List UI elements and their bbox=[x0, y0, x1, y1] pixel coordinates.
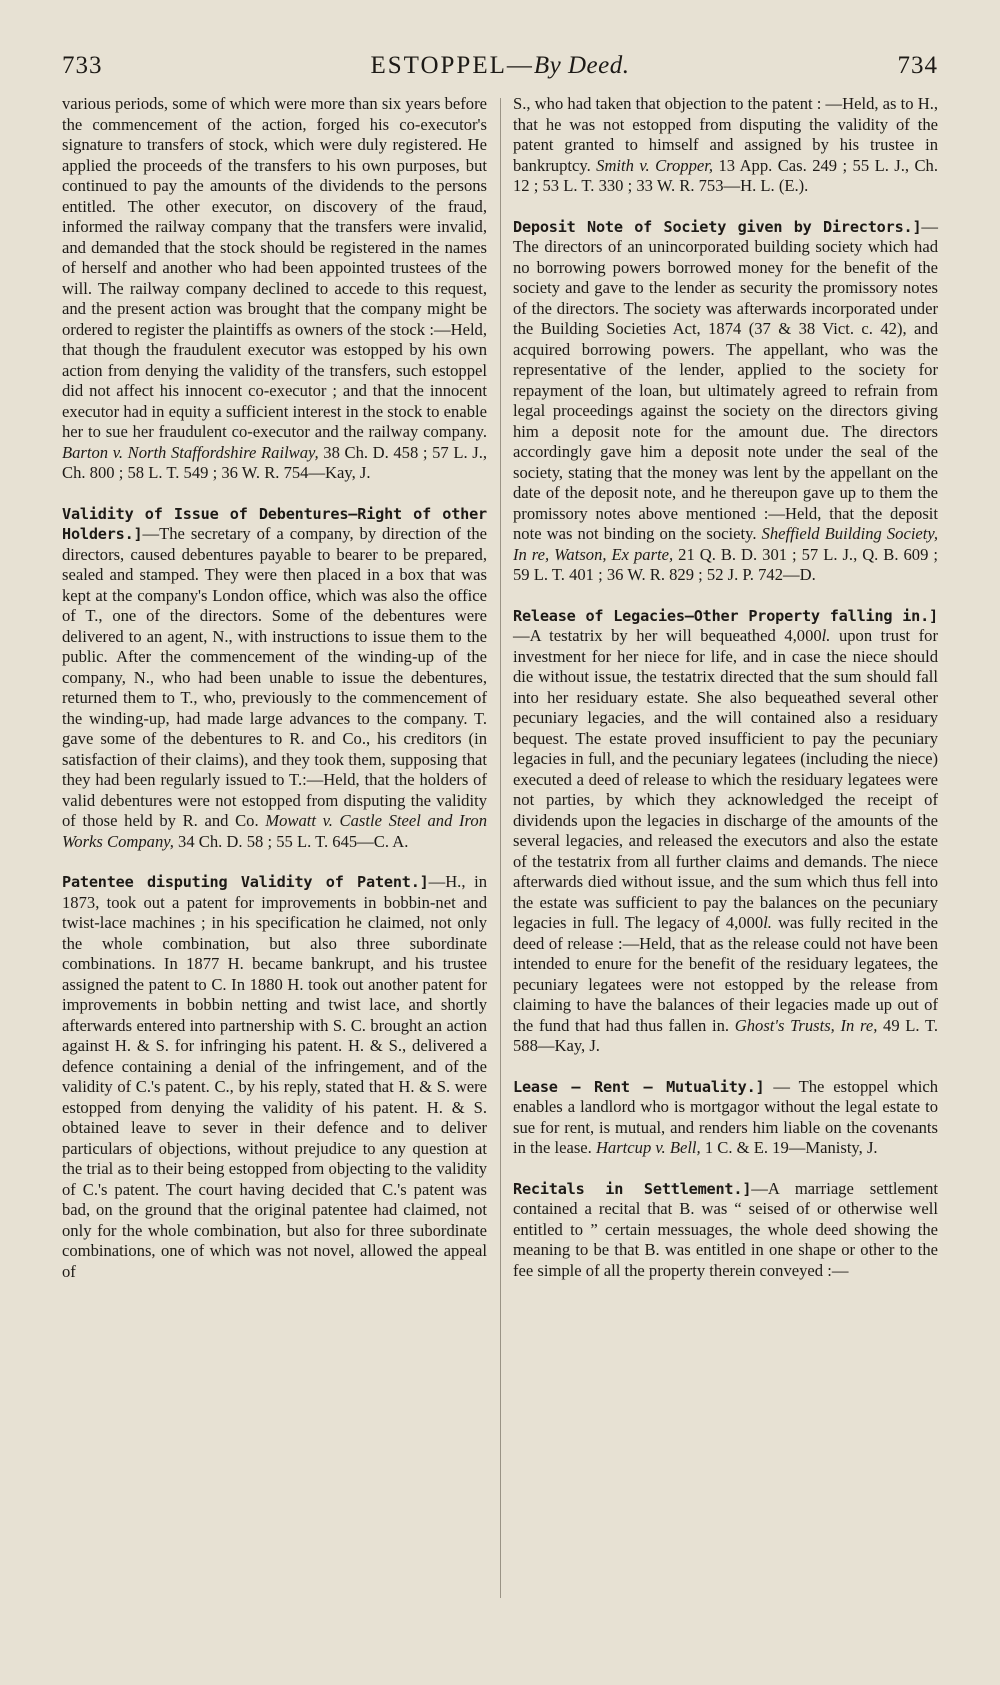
section-heading: Patentee disputing Validity of Patent.] bbox=[62, 873, 429, 891]
section-heading: Lease — Rent — Mutuality.] bbox=[513, 1077, 765, 1096]
citation: 38 Ch. D. 458 ; 57 L. J., Ch. 800 ; 58 L. T. 549 ; 36 W. R. 754—Kay, J. bbox=[62, 442, 488, 482]
running-title-main: ESTOPPEL— bbox=[370, 52, 534, 79]
section-heading: Release of Legacies—Other Property falling in.] bbox=[513, 606, 938, 625]
left-page-number: 733 bbox=[62, 52, 103, 79]
pound-symbol: l. bbox=[821, 626, 831, 645]
case-name: Barton v. North Staffordshire Railway, bbox=[62, 442, 319, 462]
paragraph bbox=[513, 606, 938, 1057]
body-text: —H., in 1873, took out a patent for improvements in bobbin-net and twist-lace machines ; in his specification he claimed, not only the whole combination, but also three subordinate combinations. In 1877 H. became bankrupt, and his trustee assigned the patent to C. In 1880 H. took out another patent for improvements in bobbin netting and twist lace, and shortly afterwards entered into partnership with S. C. brought an action against H. & S. for infringing his patent. H. & S., delivered a defence containing a denial of the infringement, and of the validity of C.'s patent. C., by his reply, stated that H. & S. were estopped from denying the validity of his patent. H. & S. obtained leave to sever in their defence and to deliver particulars of objections, without prejudice to any question at the trial as to their being estopped from objecting to the validity of C.'s patent. The court having decided that C.'s patent was bad, on the ground that the original patentee had claimed, not only for the whole combination, but also for three subordinate combinations, one of which was not novel, allowed the appeal of bbox=[62, 872, 487, 1281]
paragraph bbox=[513, 1077, 938, 1159]
case-name: Sheffield Building Society, In re, Watson, Ex parte, bbox=[513, 524, 938, 564]
paragraph bbox=[62, 94, 487, 484]
right-page-number: 734 bbox=[897, 52, 938, 79]
section-heading: Deposit Note of Society given by Directors.] bbox=[513, 217, 922, 236]
left-column bbox=[62, 94, 487, 1598]
running-title-italic: By Deed. bbox=[533, 52, 630, 79]
two-column-body bbox=[62, 94, 938, 1598]
pound-symbol: l. bbox=[763, 913, 772, 932]
case-name: Ghost's Trusts, In re, bbox=[734, 1015, 878, 1035]
case-name: Mowatt v. Castle Steel and Iron Works Company, bbox=[62, 811, 487, 851]
citation: 1 C. & E. 19—Manisty, J. bbox=[700, 1138, 878, 1157]
citation: 34 Ch. D. 58 ; 55 L. T. 645—C. A. bbox=[173, 831, 409, 851]
case-name: Hartcup v. Bell, bbox=[595, 1138, 701, 1157]
body-text: upon trust for investment for her niece for life, and in case the niece should die without issue, the testatrix directed that the sum should fall into her residuary estate. She also bequeathed several other pecuniary legacies, and the will contained also a residuary bequest. The estate proved insufficient to pay the pecuniary legacies in full, and the pecuniary legatees (including the niece) executed a deed of release to which the residuary legatees were not parties, by which they acknowledged the receipt of dividends upon the legacies in discharge of the amounts of the several legacies, and released the executors and also the estate of the testatrix from all further claims and demands. The niece afterwards died without issue, and the sum which thus fell into the estate was sufficient to pay the balances on the pecuniary legacies in full. The legacy of 4,000 bbox=[513, 626, 939, 932]
paragraph bbox=[62, 504, 487, 853]
body-text: —The directors of an unincorporated building society which had no borrowing powers borrowed money for the benefit of the society and gave to the lender as security the promissory notes of the directors. The society was afterwards incorporated under the Building Societies Act, 1874 (37 & 38 Vict. c. 42), and acquired borrowing powers. The appellant, who was the representative of the lender, applied to the society for repayment of the loan, but ultimately agreed to refrain from legal proceedings against the society on the directors giving him a deposit note for the amount due. The directors accordingly gave him a deposit note under the seal of the society, stating that the money was lent by the appellant on the date of the deposit note, and he thereupon gave up to them the promissory notes above mentioned :—Held, that the deposit note was not binding on the society. bbox=[513, 216, 938, 543]
section-heading: Recitals in Settlement.] bbox=[513, 1179, 752, 1198]
citation: 13 App. Cas. 249 ; 55 L. J., Ch. 12 ; 53 L. T. 330 ; 33 W. R. 753—H. L. (E.). bbox=[513, 155, 938, 195]
case-name: Smith v. Cropper, bbox=[596, 155, 714, 175]
paragraph bbox=[513, 1179, 938, 1282]
running-head bbox=[62, 52, 938, 88]
body-text: S., who had taken that objection to the patent : —Held, as to H., that he was not estopped from disputing the validity of the patent granted to himself and assigned by his trustee in bankruptcy. bbox=[513, 94, 938, 175]
running-title bbox=[370, 52, 629, 80]
body-text: —A testatrix by her will bequeathed 4,000 bbox=[513, 626, 822, 645]
paragraph bbox=[513, 94, 938, 197]
body-text: —The secretary of a company, by direction of the directors, caused debentures payable to bearer to be prepared, sealed and stamped. They were then placed in a box that was kept at the company's London office, which was also the office of T., one of the directors. Some of the debentures were delivered to an agent, N., with instructions to issue them to the public. After the commencement of the winding-up of the company, N., who had been unable to issue the debentures, returned them to T., who, previously to the commencement of the winding-up, had made large advances to the company. T. gave some of the debentures to R. and Co., his creditors (in satisfaction of their claims), and they took them, supposing that they had been regularly issued to T.:—Held, that the holders of valid debentures were not estopped from disputing the validity of those held by R. and Co. bbox=[62, 524, 487, 830]
column-divider bbox=[500, 98, 501, 1598]
section-heading: Validity of Issue of Debentures—Right of other Holders.] bbox=[62, 504, 487, 543]
right-column bbox=[513, 94, 938, 1598]
body-text: — The estoppel which enables a landlord who is mortgagor without the legal estate to sue for rent, is mutual, and renders him liable on the covenants in the lease. bbox=[513, 1076, 938, 1157]
paragraph bbox=[62, 872, 487, 1282]
body-text: various periods, some of which were more than six years before the commencement of the action, forged his co-executor's signature to transfers of stock, which were duly registered. He applied the proceeds of the transfers to his own purposes, but continued to pay the amounts of the dividends to the persons entitled. The other executor, on discovery of the fraud, informed the railway company that the transfers were invalid, and demanded that the stock should be registered in the names of herself and another who had been appointed trustees of the will. The railway company declined to accede to this request, and the present action was brought that the company might be ordered to register the plaintiffs as owners of the stock :—Held, that though the fraudulent executor was estopped by his own action from denying the validity of the transfers, such estoppel did not affect his innocent co-executor ; and that the innocent executor had in equity a sufficient interest in the stock to enable her to sue her fraudulent co-executor and the railway company. bbox=[62, 94, 487, 441]
body-text: —A marriage settlement contained a recital that B. was “ seised of or otherwise well entitled to ” certain messuages, the whole deed showing the meaning to be that B. was entitled in one shape or other to the fee simple of all the property therein conveyed :— bbox=[513, 1178, 938, 1280]
citation: 21 Q. B. D. 301 ; 57 L. J., Q. B. 609 ; 59 L. T. 401 ; 36 W. R. 829 ; 52 J. P. 742—D. bbox=[513, 544, 938, 584]
citation: 49 L. T. 588—Kay, J. bbox=[513, 1015, 938, 1055]
body-text: was fully recited in the deed of release :—Held, that as the release could not have been intended to enure for the benefit of the residuary legatees, the pecuniary legatees were not estopped by the release from claiming to have the balances of their legacies made up out of the fund that had thus fallen in. bbox=[513, 913, 938, 1035]
paragraph bbox=[513, 217, 938, 586]
